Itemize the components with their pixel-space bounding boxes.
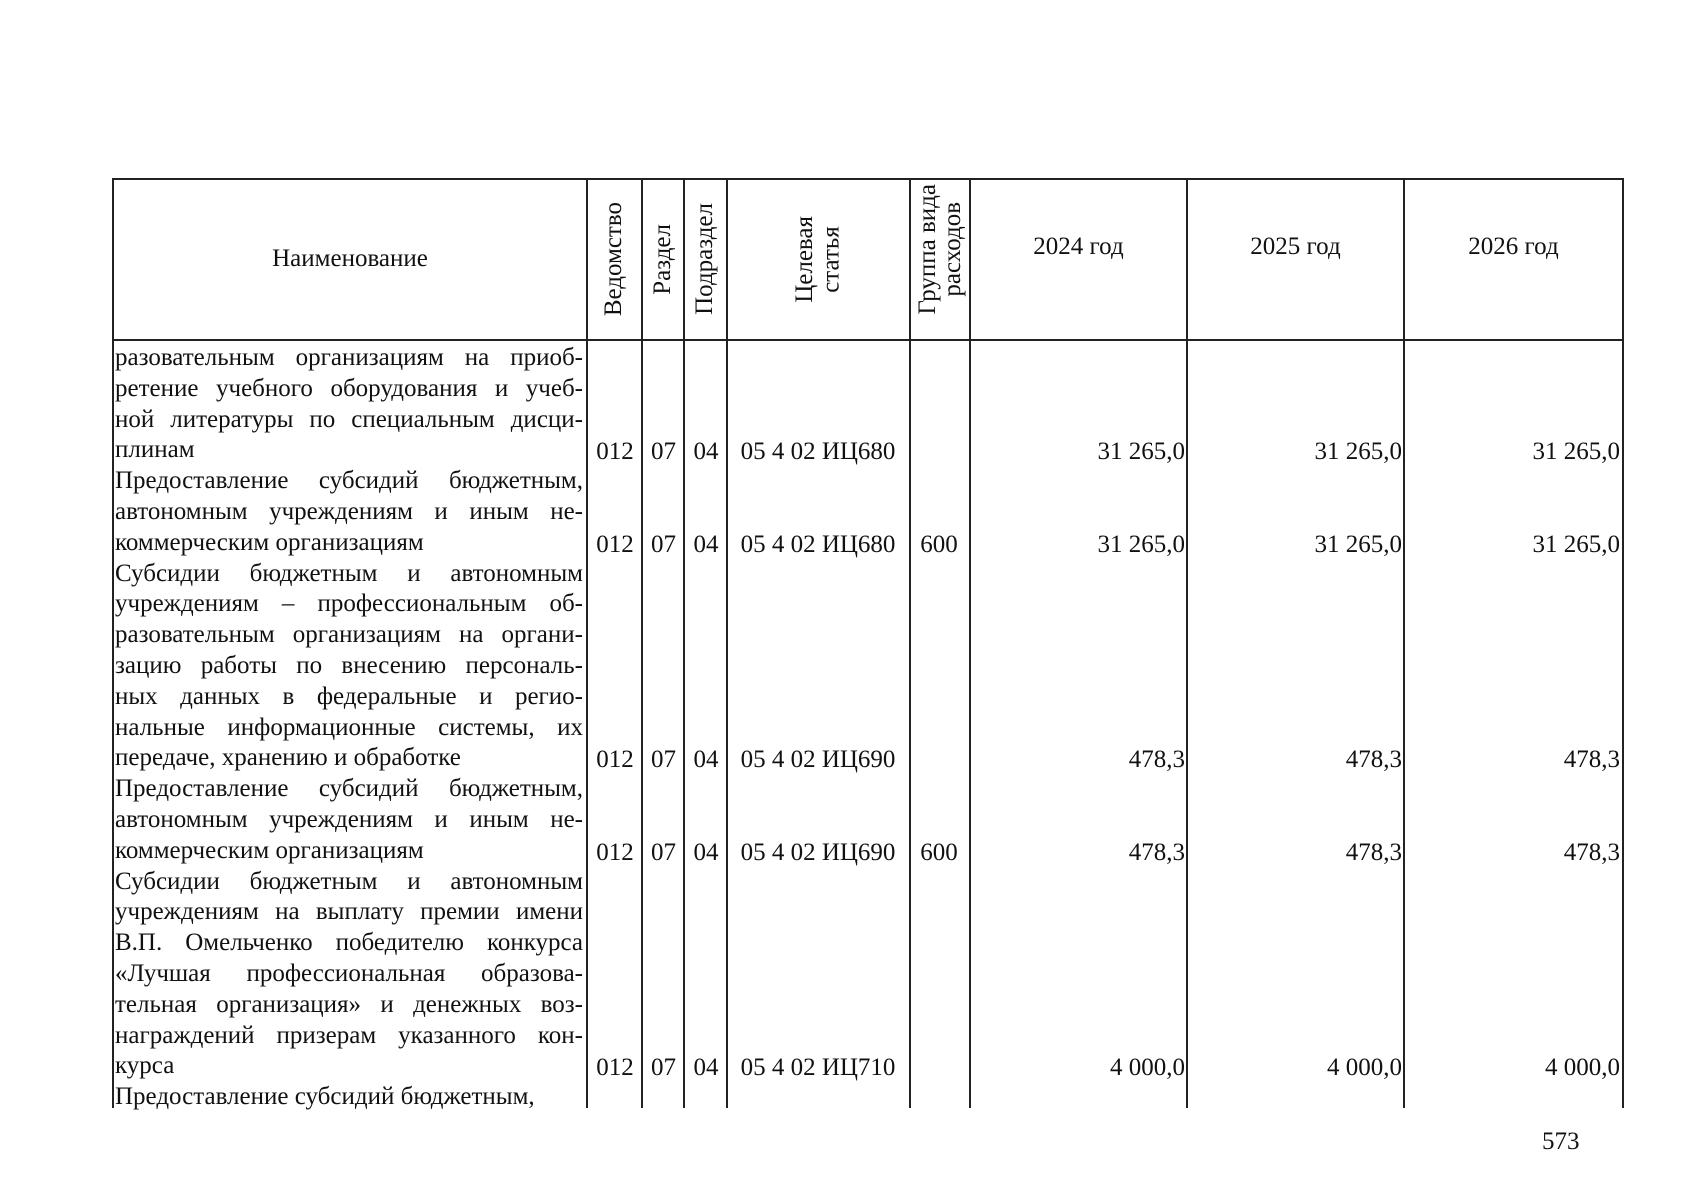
row-name-line: разовательным организациям на органи-: [115, 621, 583, 649]
cell-razdel: 07: [651, 746, 676, 774]
cell-gruppa: 600: [920, 838, 958, 866]
page-number: 573: [1542, 1128, 1580, 1155]
cell-2024: 4 000,0: [1110, 1054, 1185, 1082]
budget-table: [112, 178, 1625, 1111]
row-name-line: коммерческим организациям: [115, 836, 424, 864]
header-gruppa-line1: Группа вида: [914, 184, 941, 315]
cell-2026: 31 265,0: [1532, 530, 1620, 558]
cell-2026: 478,3: [1563, 746, 1620, 774]
cell-celevaya: 05 4 02 ИЦ680: [740, 438, 896, 466]
row-name-line: Предоставление субсидий бюджетным,: [115, 775, 583, 803]
row-name-line: ной литературы по специальным дисци-: [115, 405, 583, 433]
cell-2025: 478,3: [1345, 746, 1402, 774]
table-row: [112, 774, 1625, 866]
cell-2026: 31 265,0: [1532, 438, 1620, 466]
row-name: [115, 466, 583, 558]
table-row: [112, 466, 1625, 558]
header-2024-text: 2024 год: [1033, 233, 1124, 260]
row-name-line: ретение учебного оборудования и учеб-: [115, 374, 583, 402]
cell-2024: 478,3: [1128, 746, 1185, 774]
header-gruppa-text: [915, 184, 965, 315]
cell-celevaya: 05 4 02 ИЦ680: [740, 530, 896, 558]
cell-podrazdel: 04: [693, 1054, 719, 1082]
row-name-line: зацию работы по внесению персональ-: [115, 651, 583, 679]
row-name: [115, 343, 583, 466]
cell-vedomstvo: 012: [596, 438, 634, 466]
row-name: [115, 1082, 583, 1113]
row-name-line: Предоставление субсидий бюджетным,: [115, 467, 583, 495]
header-celevaya-line1: Целевая: [791, 215, 819, 303]
row-name-line: Субсидии бюджетным и автономным: [115, 559, 583, 587]
row-name-line: Предоставление субсидий бюджетным,: [115, 1083, 535, 1111]
cell-vedomstvo: 012: [596, 746, 634, 774]
header-gruppa-line2: расходов: [939, 201, 966, 297]
table-row: [112, 867, 1625, 1083]
cell-2025: 31 265,0: [1314, 438, 1402, 466]
header-2026-text: 2026 год: [1468, 233, 1559, 260]
header-razdel: [643, 178, 683, 340]
cell-podrazdel: 04: [693, 530, 719, 558]
cell-2024: 31 265,0: [1097, 438, 1185, 466]
header-celevaya: [728, 178, 909, 340]
cell-gruppa: 600: [920, 530, 958, 558]
header-vedomstvo-text: Ведомство: [600, 201, 628, 317]
header-celevaya-line2: статья: [817, 225, 845, 293]
row-name: [115, 774, 583, 866]
cell-2026: 4 000,0: [1545, 1054, 1620, 1082]
row-name-line: передаче, хранению и обработке: [115, 744, 461, 772]
row-name-line: коммерческим организациям: [115, 528, 424, 556]
header-gruppa: [911, 178, 969, 338]
cell-2025: 478,3: [1345, 838, 1402, 866]
row-name-line: тельная организация» и денежных воз-: [115, 990, 583, 1018]
row-name-line: Субсидии бюджетным и автономным: [115, 867, 583, 895]
row-name-line: учреждениям на выплату премии имени: [115, 898, 583, 926]
cell-celevaya: 05 4 02 ИЦ690: [740, 838, 896, 866]
row-name-line: учреждениям – профессиональным об-: [115, 590, 583, 618]
header-razdel-text: Раздел: [648, 223, 676, 295]
row-name: [115, 559, 583, 775]
header-2025: [1188, 178, 1403, 340]
header-celevaya-text: [792, 216, 845, 303]
header-2026: [1405, 178, 1622, 340]
cell-podrazdel: 04: [693, 438, 719, 466]
row-name-line: награждений призерам указанного кон-: [115, 1021, 583, 1049]
header-vedomstvo: [588, 178, 641, 340]
row-name: [115, 867, 583, 1083]
cell-razdel: 07: [651, 1054, 676, 1082]
row-name-line: «Лучшая профессиональная образова-: [115, 959, 583, 987]
row-name-line: курса: [115, 1052, 175, 1080]
row-name-line: разовательным организациям на приоб-: [115, 344, 583, 371]
header-podrazdel: [685, 178, 726, 340]
cell-2024: 478,3: [1128, 838, 1185, 866]
table-row: [112, 559, 1625, 775]
cell-razdel: 07: [651, 530, 676, 558]
row-name-line: плинам: [115, 436, 195, 464]
cell-celevaya: 05 4 02 ИЦ690: [740, 746, 896, 774]
cell-razdel: 07: [651, 838, 676, 866]
cell-vedomstvo: 012: [596, 1054, 634, 1082]
header-2024: [971, 178, 1186, 340]
row-name-line: ных данных в федеральные и регио-: [115, 682, 583, 710]
cell-razdel: 07: [651, 438, 676, 466]
header-name: [114, 178, 586, 340]
cell-2025: 4 000,0: [1327, 1054, 1402, 1082]
cell-celevaya: 05 4 02 ИЦ710: [740, 1054, 896, 1082]
table-row: [112, 343, 1625, 466]
row-name-line: нальные информационные системы, их: [115, 713, 583, 741]
cell-podrazdel: 04: [693, 746, 719, 774]
cell-vedomstvo: 012: [596, 838, 634, 866]
cell-2024: 31 265,0: [1097, 530, 1185, 558]
cell-vedomstvo: 012: [596, 530, 634, 558]
row-name-line: автономным учреждениям и иным не-: [115, 497, 583, 525]
row-name-line: автономным учреждениям и иным не-: [115, 805, 583, 833]
cell-podrazdel: 04: [693, 838, 719, 866]
header-2025-text: 2025 год: [1250, 233, 1341, 260]
header-podrazdel-text: Подраздел: [691, 203, 719, 315]
cell-2026: 478,3: [1563, 838, 1620, 866]
table-row: [112, 1082, 1625, 1113]
header-name-text: Наименование: [272, 244, 428, 272]
row-name-line: В.П. Омельченко победителю конкурса: [115, 929, 583, 957]
cell-2025: 31 265,0: [1314, 530, 1402, 558]
